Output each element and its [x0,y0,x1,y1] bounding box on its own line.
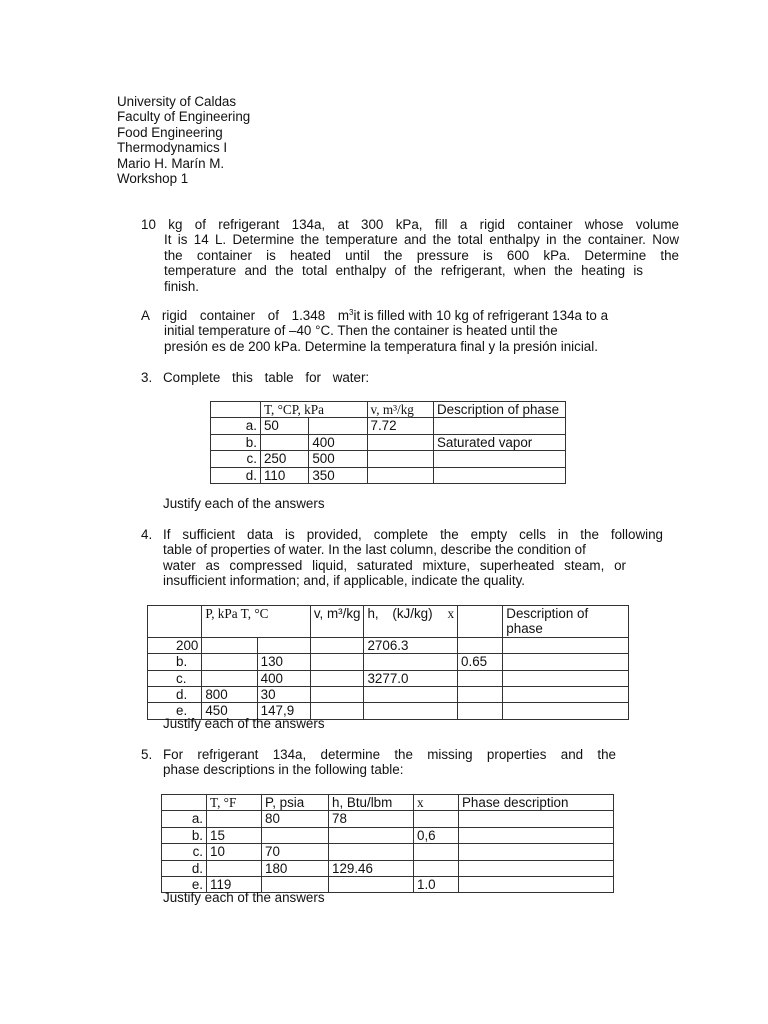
table-cell [458,686,503,702]
program-name: Food Engineering [117,124,223,140]
table-cell [262,827,329,843]
problem-4-line: insufficient information; and, if applicable, indicate the quality. [163,573,526,589]
table-header-row [148,606,629,638]
table-cell [414,860,459,876]
table-cell [260,434,308,450]
table-cell: d. [162,860,207,876]
table-cell: 110 [260,467,308,483]
table-cell: 15 [207,827,262,843]
water-table-1 [210,401,566,484]
table-cell: 50 [260,418,308,434]
table-cell [459,876,614,892]
table-cell: 400 [257,670,310,686]
table-cell: 119 [207,876,262,892]
table-row [162,827,614,843]
problem-5-line: phase descriptions in the following table: [163,762,404,778]
table-header-cell [367,402,433,418]
table-cell [364,686,458,702]
table-cell [162,795,207,811]
table-cell [414,811,459,827]
table-row [211,451,566,467]
table-cell [414,844,459,860]
table-cell [458,637,503,653]
table-cell [310,670,364,686]
table-cell: 130 [257,654,310,670]
table-cell-text: 200 [176,637,199,653]
justify-note: Justify each of the answers [163,496,325,511]
problem-2-line-part: it is filled with 10 kg of refrigerant 134a to a [353,308,609,323]
problem-4-line: water as compressed liquid, saturated mixture, superheated steam, or [163,557,626,573]
course-name: Thermodynamics I [117,140,228,156]
table-cell [458,670,503,686]
problem-2-line: presión es de 200 kPa. Determine la temperatura final y la presión inicial. [164,338,598,354]
table-header-cell: Phase description [459,795,614,811]
header-description: Description of phase [436,402,560,417]
table-cell [329,876,414,892]
table-cell: 1.0 [414,876,459,892]
table-row [148,637,629,653]
table-cell: e. [148,703,202,719]
table-cell: 147,9 [257,703,310,719]
header-description: Description of phase [506,606,589,637]
table-cell [433,451,565,467]
refrigerant-table [161,794,614,893]
table-cell [433,467,565,483]
table-cell [503,637,629,653]
problem-3-text: Complete this table for water: [163,370,370,385]
table-cell [458,703,503,719]
table-header-cell [364,606,458,638]
table-cell [459,860,614,876]
table-row [162,860,614,876]
table-cell: 129.46 [329,860,414,876]
table-cell [367,467,433,483]
header-t: T, °C [240,606,269,621]
table-cell [364,703,458,719]
table-row [148,686,629,702]
problem-5-line: For refrigerant 134a, determine the missing properties and the [163,747,616,762]
table-cell: 7.72 [367,418,433,434]
table-cell: 80 [262,811,329,827]
table-cell [309,418,367,434]
table-header-cell: h, Btu/lbm [329,795,414,811]
table-header-row [211,402,566,418]
header-p: P, kPa [205,606,238,621]
table-cell [310,686,364,702]
table-cell [367,451,433,467]
table-cell [503,654,629,670]
table-cell: 450 [202,703,257,719]
header-p: P, kPa [291,402,324,417]
table-cell: c. [148,670,202,686]
problem-1-line: finish. [164,278,199,294]
justify-note: Justify each of the answers [163,716,325,731]
problem-5-number: 5. [141,747,153,762]
header-t: T, °C [263,402,292,417]
table-cell [202,637,257,653]
table-row [162,844,614,860]
table-cell: b. [148,654,202,670]
table-cell [503,686,629,702]
table-cell [459,811,614,827]
table-cell [310,654,364,670]
problem-4-line: If sufficient data is provided, complete the empty cells in the following [163,527,663,542]
table-header-row [162,795,614,811]
table-cell [503,670,629,686]
table-cell [367,434,433,450]
table-header-cell [433,402,565,418]
table-row [211,418,566,434]
table-cell [459,827,614,843]
table-cell: b. [211,434,261,450]
table-cell [257,637,310,653]
header-v: v, m³/kg [370,402,414,417]
table-cell: 800 [202,686,257,702]
justify-note: Justify each of the answers [163,890,325,905]
problem-4-number: 4. [141,527,153,542]
table-row [162,811,614,827]
workshop-title: Workshop 1 [117,171,189,186]
table-cell: 400 [309,434,367,450]
table-cell: 3277.0 [364,670,458,686]
water-table-2 [147,605,629,720]
table-header-cell [202,606,311,638]
problem-2 [141,308,621,354]
table-cell [364,654,458,670]
problem-1 [141,217,679,294]
problem-4-line: table of properties of water. In the last column, describe the condition of [163,542,586,558]
table-cell [202,670,257,686]
table-cell [148,637,202,653]
header-h: h, (kJ/kg) [367,606,433,621]
table-row [148,670,629,686]
table-row [211,467,566,483]
table-cell [207,811,262,827]
header-x: x [447,606,455,621]
table-cell [202,654,257,670]
problem-1-line: the container is heated until the pressure is 600 kPa. Determine the [164,247,679,263]
table-cell [503,703,629,719]
table-cell [433,418,565,434]
table-cell: d. [211,467,261,483]
table-cell: 30 [257,686,310,702]
problem-1-line: It is 14 L. Determine the temperature and the total enthalpy in the container. Now [164,232,679,248]
problem-4-text [163,527,663,589]
table-cell [310,637,364,653]
table-cell: d. [148,686,202,702]
table-cell: c. [162,844,207,860]
table-cell [207,860,262,876]
table-cell: b. [162,827,207,843]
table-cell: a. [162,811,207,827]
table-header-cell: x [414,795,459,811]
table-cell: 500 [309,451,367,467]
table-cell: 250 [260,451,308,467]
table-cell [329,844,414,860]
table-cell [458,606,503,638]
table-cell [148,606,202,638]
table-cell: c. [211,451,261,467]
table-cell: 10 [207,844,262,860]
table-cell: Saturated vapor [433,434,565,450]
problem-1-line: temperature and the total enthalpy of the refrigerant, when the heating is [164,263,643,279]
table-cell: 70 [262,844,329,860]
table-cell [211,402,261,418]
header-v: v, m³/kg [313,606,361,621]
table-cell [459,844,614,860]
table-cell: 2706.3 [364,637,458,653]
table-cell: a. [211,418,261,434]
problem-2-line [141,308,621,323]
table-cell: 78 [329,811,414,827]
problem-1-line: 10 kg of refrigerant 134a, at 300 kPa, fill a rigid container whose volume [141,217,679,232]
problem-3-number: 3. [141,370,153,385]
table-cell: 0.65 [458,654,503,670]
university-name: University of Caldas [117,94,237,109]
instructor-name: Mario H. Marín M. [117,155,225,171]
table-cell: e. [162,876,207,892]
table-cell [329,827,414,843]
table-header-cell: P, psia [262,795,329,811]
table-cell: 0,6 [414,827,459,843]
table-header-cell [310,606,364,638]
table-row [148,654,629,670]
cubic-superscript: 3 [349,308,354,317]
problem-2-line: initial temperature of –40 °C. Then the container is heated until the [164,323,558,339]
table-header-cell [503,606,629,638]
faculty-name: Faculty of Engineering [117,109,251,125]
table-header-cell: T, °F [207,795,262,811]
problem-5-text [163,747,616,778]
table-cell: 350 [309,467,367,483]
problem-2-line-part: A rigid container of 1.348 m [141,308,350,323]
table-header-cell [260,402,367,418]
table-row [211,434,566,450]
table-cell: 180 [262,860,329,876]
